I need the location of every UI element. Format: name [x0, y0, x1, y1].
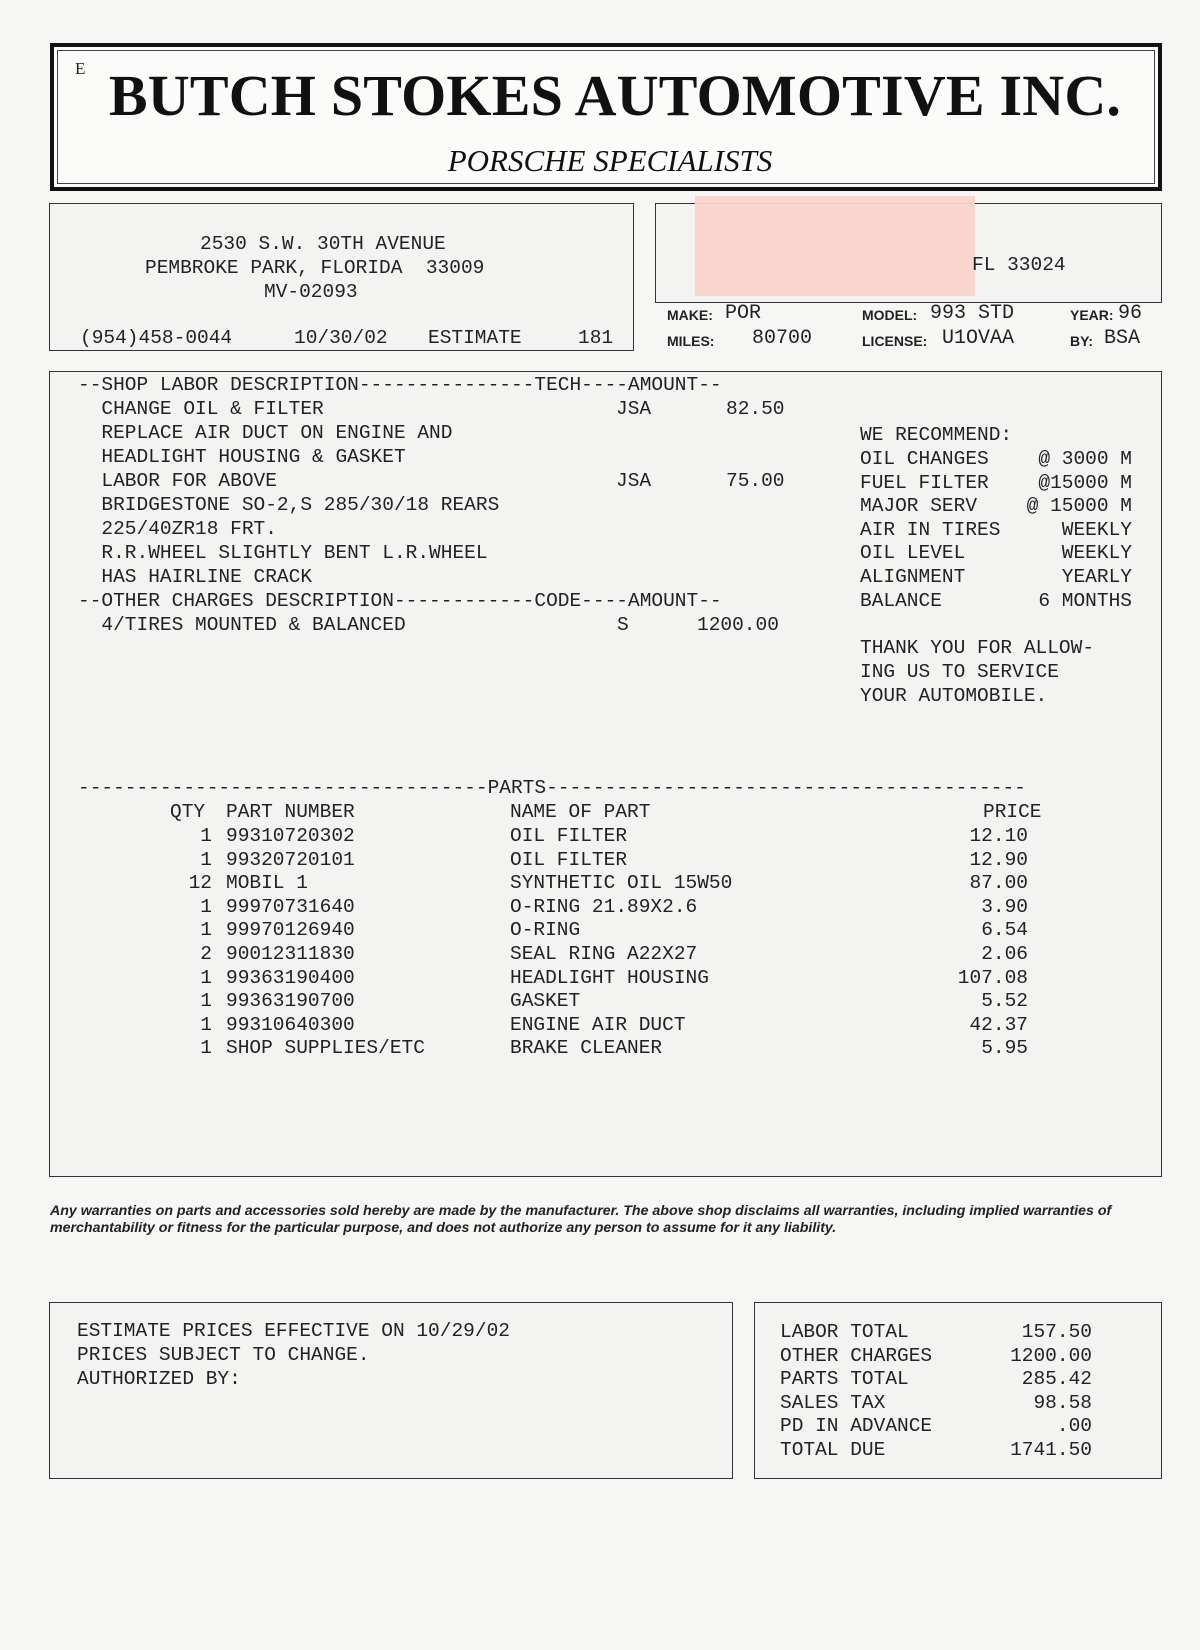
shop-license: MV-02093: [264, 281, 358, 303]
parts-row: 1 SHOP SUPPLIES/ETC BRAKE CLEANER 5.95: [200, 1037, 1028, 1060]
customer-city-zip: FL 33024: [972, 254, 1066, 276]
recommend-title: WE RECOMMEND:: [860, 424, 1013, 446]
shop-address-line2: PEMBROKE PARK, FLORIDA 33009: [145, 257, 485, 279]
company-tagline: PORSCHE SPECIALISTS: [447, 143, 773, 178]
parts-table: [160, 825, 1050, 1061]
parts-col-name: NAME OF PART: [510, 801, 651, 823]
labor-desc: HEADLIGHT HOUSING & GASKET: [78, 446, 406, 468]
total-row-labor: LABOR TOTAL 157.50: [780, 1321, 1092, 1343]
labor-amount: 82.50: [726, 398, 785, 420]
service-writer: BSA: [1104, 327, 1141, 350]
thank-you-line: ING US TO SERVICE: [860, 661, 1059, 683]
notes-line: ESTIMATE PRICES EFFECTIVE ON 10/29/02: [77, 1320, 510, 1342]
labor-desc: LABOR FOR ABOVE: [78, 470, 277, 492]
make-label: MAKE:: [667, 307, 713, 323]
labor-amount: 75.00: [726, 470, 785, 492]
parts-row: 12 MOBIL 1 SYNTHETIC OIL 15W50 87.00: [188, 872, 1028, 895]
labor-desc: HAS HAIRLINE CRACK: [78, 566, 313, 588]
total-row-other: OTHER CHARGES 1200.00: [780, 1344, 1092, 1367]
total-row-parts: PARTS TOTAL 285.42: [780, 1368, 1092, 1391]
parts-row: 1 99320720101 OIL FILTER 12.90: [200, 848, 1028, 871]
parts-row: 1 99363190400 HEADLIGHT HOUSING 107.08: [200, 966, 1028, 989]
other-charge-code: S: [617, 614, 629, 636]
recommend-item: OIL LEVEL WEEKLY: [860, 542, 1132, 565]
labor-desc: R.R.WHEEL SLIGHTLY BENT L.R.WHEEL: [78, 542, 488, 564]
parts-row: 1 99970731640 O-RING 21.89X2.6 3.90: [200, 895, 1028, 918]
miles-label: MILES:: [667, 333, 715, 349]
estimate-number: 181: [578, 327, 614, 349]
labor-desc: 225/40ZR18 FRT.: [78, 518, 277, 540]
shop-address-line1: 2530 S.W. 30TH AVENUE: [200, 233, 446, 255]
vehicle-miles: 80700: [752, 327, 813, 350]
thank-you-line: YOUR AUTOMOBILE.: [860, 685, 1048, 707]
recommend-item: ALIGNMENT YEARLY: [860, 565, 1132, 588]
company-name: BUTCH STOKES AUTOMOTIVE INC.: [108, 63, 1122, 128]
form-mark: E: [75, 59, 86, 78]
totals-list: [780, 1321, 1092, 1463]
recommend-item: AIR IN TIRES WEEKLY: [860, 518, 1132, 541]
parts-col-part-number: PART NUMBER: [226, 801, 355, 823]
vehicle-model: 993 STD: [930, 302, 1015, 325]
document-type: ESTIMATE: [428, 327, 522, 349]
parts-col-qty: QTY: [170, 801, 206, 823]
recommend-item: MAJOR SERV @ 15000 M: [860, 495, 1132, 518]
labor-header: --SHOP LABOR DESCRIPTION---------------TECH----AMOUNT--: [78, 374, 722, 396]
by-label: BY:: [1070, 333, 1094, 349]
labor-tech: JSA: [616, 398, 652, 420]
other-charge-desc: 4/TIRES MOUNTED & BALANCED: [78, 614, 406, 636]
parts-col-price: PRICE: [983, 801, 1042, 823]
labor-desc: CHANGE OIL & FILTER: [78, 398, 324, 420]
license-label: LICENSE:: [862, 333, 928, 349]
total-row-advance: PD IN ADVANCE .00: [780, 1415, 1092, 1438]
estimate-date: 10/30/02: [294, 327, 388, 349]
model-label: MODEL:: [862, 307, 918, 323]
year-label: YEAR:: [1070, 307, 1114, 323]
thank-you-line: THANK YOU FOR ALLOW-: [860, 637, 1095, 659]
total-row-tax: SALES TAX 98.58: [780, 1391, 1092, 1414]
warranty-disclaimer: Any warranties on parts and accessories sold hereby are made by the manufacturer. The above shop disclaims all warranties, including implied warranties of merchantability or fitness for the particular purpose, and does not authorize any person to assume for it any liability.: [50, 1203, 1112, 1236]
other-charge-amount: 1200.00: [697, 614, 779, 636]
parts-header: -----------------------------------PARTS-----------------------------------------: [78, 777, 1026, 799]
labor-desc: REPLACE AIR DUCT ON ENGINE AND: [78, 422, 453, 444]
recommend-item: BALANCE 6 MONTHS: [860, 589, 1132, 612]
vehicle-license: U1OVAA: [942, 327, 1015, 350]
notes-line: PRICES SUBJECT TO CHANGE.: [77, 1344, 370, 1366]
authorized-by-label: AUTHORIZED BY:: [77, 1368, 241, 1390]
recommend-item: FUEL FILTER @15000 M: [860, 471, 1132, 494]
redaction-block: [695, 196, 975, 296]
parts-row: 1 99970126940 O-RING 6.54: [200, 919, 1028, 942]
labor-tech: JSA: [616, 470, 652, 492]
recommend-list: [860, 448, 1132, 613]
vehicle-year: 96: [1118, 302, 1143, 325]
parts-row: 1 99310720302 OIL FILTER 12.10: [200, 825, 1028, 847]
parts-row: 1 99310640300 ENGINE AIR DUCT 42.37: [200, 1013, 1028, 1036]
labor-desc: BRIDGESTONE SO-2,S 285/30/18 REARS: [78, 494, 500, 516]
vehicle-make: POR: [725, 302, 762, 325]
recommend-item: OIL CHANGES @ 3000 M: [860, 448, 1132, 470]
parts-row: 2 90012311830 SEAL RING A22X27 2.06: [200, 942, 1028, 965]
total-row-due: TOTAL DUE 1741.50: [780, 1438, 1092, 1461]
parts-row: 1 99363190700 GASKET 5.52: [200, 990, 1028, 1013]
shop-phone: (954)458-0044: [80, 327, 233, 349]
other-charges-header: --OTHER CHARGES DESCRIPTION------------CODE----AMOUNT--: [78, 590, 722, 612]
